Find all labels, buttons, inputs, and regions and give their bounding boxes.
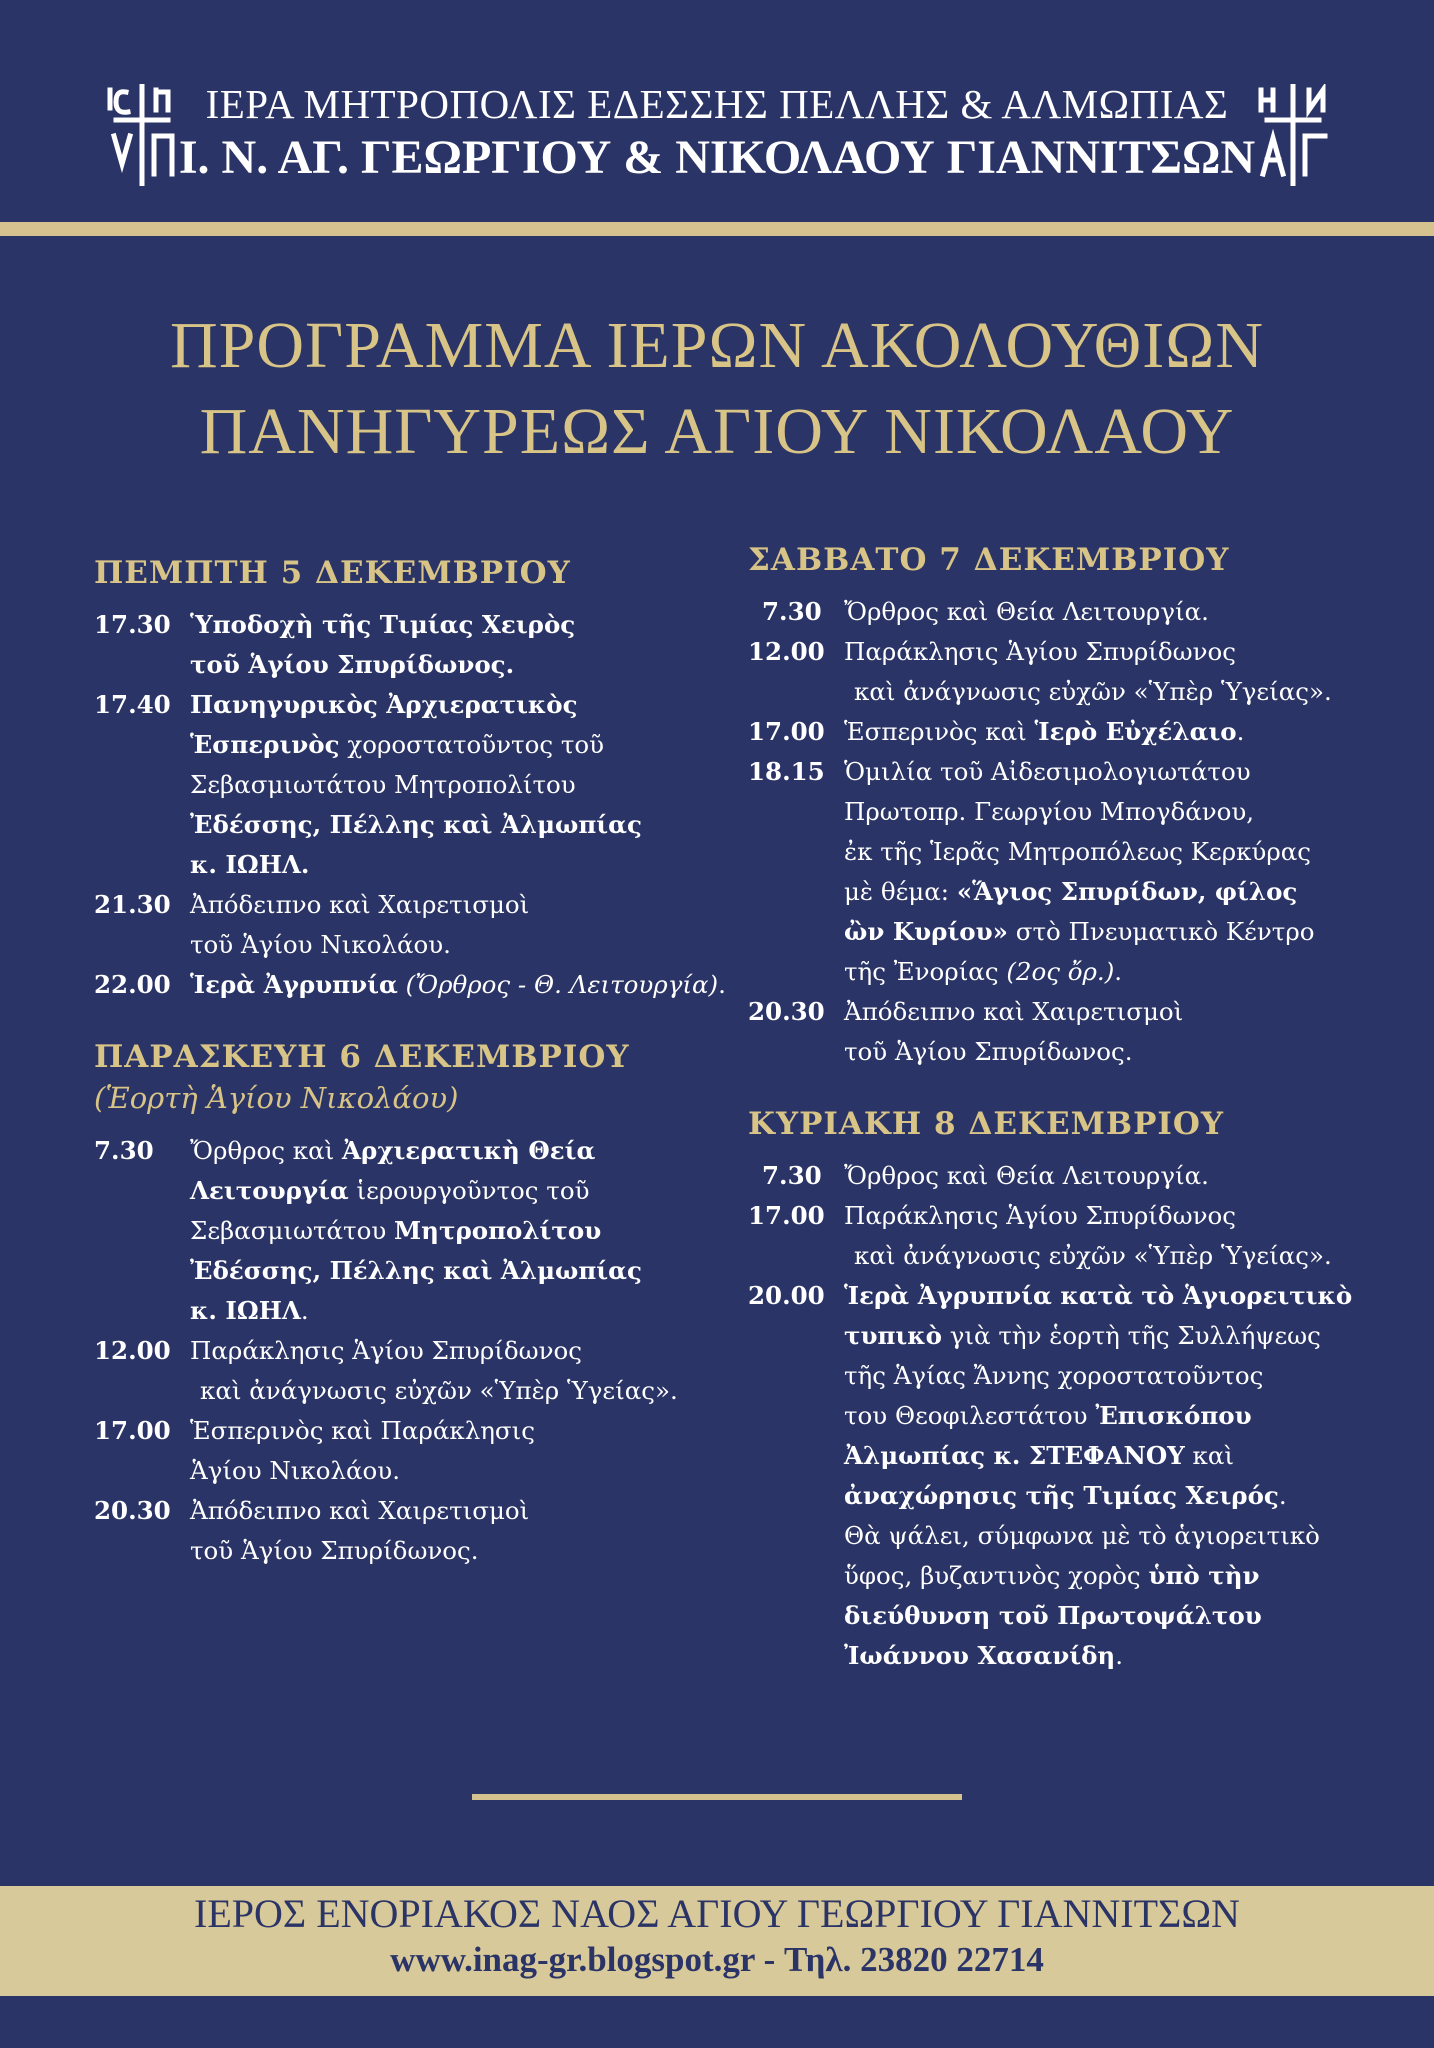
entry-text: Λειτουργία bbox=[190, 1176, 349, 1205]
schedule-entry bbox=[94, 1331, 734, 1411]
entry-text: Σεβασμιωτάτου bbox=[190, 1216, 395, 1245]
schedule-entry bbox=[748, 592, 1388, 632]
entry-time: 17.00 bbox=[748, 717, 825, 746]
entry-text: ἱερουργοῦντος τοῦ bbox=[348, 1176, 590, 1205]
entry-text: Ὄρθρος καὶ Θεία Λειτουργία. bbox=[844, 1161, 1209, 1190]
entry-text: (Ὄρθρος - Θ. Λειτουργία) bbox=[397, 970, 719, 999]
entry-text: Ἐπισκόπου bbox=[1095, 1401, 1252, 1430]
schedule-entry bbox=[94, 1131, 734, 1331]
section-divider bbox=[472, 1794, 962, 1800]
entry-time: 12.00 bbox=[748, 637, 825, 666]
entry-text: . bbox=[1278, 1481, 1287, 1510]
entry-text: Ἀπόδειπνο καὶ Χαιρετισμοὶ bbox=[190, 890, 530, 919]
entry-text: καὶ bbox=[1184, 1441, 1235, 1470]
entry-text: διεύθυνση τοῦ Πρωτοψάλτου bbox=[844, 1601, 1262, 1630]
metropolis-name: ΙΕΡΑ ΜΗΤΡΟΠΟΛΙΣ ΕΔΕΣΣΗΣ ΠΕΛΛΗΣ & ΑΛΜΩΠΙΑΣ bbox=[205, 81, 1229, 127]
schedule-entry bbox=[748, 1196, 1388, 1276]
entry-text: Ἰωάννου Χασανίδη bbox=[844, 1641, 1116, 1670]
entry-text: Ἀπόδειπνο καὶ Χαιρετισμοὶ bbox=[844, 997, 1184, 1026]
entry-text: γιὰ τὴν ἑορτὴ τῆς Συλλήψεως bbox=[941, 1321, 1321, 1350]
entry-text: τοῦ Ἁγίου Σπυρίδωνος. bbox=[844, 1037, 1133, 1066]
entry-time: 18.15 bbox=[748, 757, 825, 786]
schedule-entry bbox=[748, 1276, 1388, 1676]
entry-text: ὢν Κυρίου» bbox=[844, 917, 1008, 946]
parish-name: Ι. Ν. ΑΓ. ΓΕΩΡΓΙΟΥ & ΝΙΚΟΛΑΟΥ ΓΙΑΝΝΙΤΣΩΝ bbox=[178, 131, 1256, 184]
entry-time: 17.00 bbox=[748, 1201, 825, 1230]
entry-text: καὶ ἀνάγνωσις εὐχῶν «Ὑπὲρ Ὑγείας». bbox=[854, 677, 1332, 706]
schedule-left-column bbox=[94, 555, 734, 1571]
schedule-right-column bbox=[748, 542, 1388, 1676]
entry-text: Παράκλησις Ἁγίου Σπυρίδωνος bbox=[844, 1201, 1237, 1230]
entry-time: 7.30 bbox=[762, 597, 822, 626]
entry-text: ἀναχώρησις τῆς Τιμίας Χειρός bbox=[844, 1481, 1279, 1510]
schedule-entry bbox=[94, 685, 734, 885]
footer-contact: www.inag-gr.blogspot.gr - Τηλ. 23820 22714 bbox=[390, 1940, 1044, 1979]
entry-text: «Ἅγιος Σπυρίδων, φίλος bbox=[956, 877, 1298, 906]
entry-text: Ὄρθρος καὶ Θεία Λειτουργία. bbox=[844, 597, 1209, 626]
entry-text: κ. ΙΩΗΛ. bbox=[190, 850, 310, 879]
entry-text: Ἑσπερινὸς καὶ bbox=[844, 717, 1035, 746]
entry-text: Ἀλμωπίας κ. ΣΤΕΦΑΝΟΥ bbox=[844, 1441, 1185, 1470]
entry-text: Ἀρχιερατικὴ Θεία bbox=[342, 1136, 596, 1165]
entry-text: Πανηγυρικὸς Ἀρχιερατικὸς bbox=[190, 690, 578, 719]
entry-text: . bbox=[1114, 957, 1123, 986]
entry-text: τυπικὸ bbox=[844, 1321, 942, 1350]
day-heading-saturday: ΣΑΒΒΑΤΟ 7 ΔΕΚΕΜΒΡΙΟΥ bbox=[748, 542, 1230, 578]
entry-time: 7.30 bbox=[94, 1136, 154, 1165]
feast-note: (Ἑορτὴ Ἁγίου Νικολάου) bbox=[94, 1081, 459, 1115]
footer-church-name: ΙΕΡΟΣ ΕΝΟΡΙΑΚΟΣ ΝΑΟΣ ΑΓΙΟΥ ΓΕΩΡΓΙΟΥ ΓΙΑΝΝΙΤΣΩΝ bbox=[194, 1891, 1240, 1936]
entry-text: τῆς Ἐνορίας bbox=[844, 957, 1007, 986]
schedule-entry bbox=[94, 605, 734, 685]
entry-time: 22.00 bbox=[94, 970, 171, 999]
entry-text: Ἀπόδειπνο καὶ Χαιρετισμοὶ bbox=[190, 1496, 530, 1525]
entry-text: (2ος ὄρ.) bbox=[1006, 957, 1115, 986]
entry-time: 17.40 bbox=[94, 690, 171, 719]
schedule-entry bbox=[748, 712, 1388, 752]
entry-text: . bbox=[300, 1296, 309, 1325]
entry-time: 17.30 bbox=[94, 610, 171, 639]
entry-text: τοῦ Ἁγίου Σπυρίδωνος. bbox=[190, 1536, 479, 1565]
entry-text: ἐκ τῆς Ἱερᾶς Μητροπόλεως Κερκύρας bbox=[844, 837, 1311, 866]
schedule-entry bbox=[748, 1156, 1388, 1196]
entry-text: του Θεοφιλεστάτου bbox=[844, 1401, 1096, 1430]
schedule-entry bbox=[94, 965, 734, 1005]
entry-text: Ἱερὰ Ἀγρυπνία κατὰ τὸ Ἁγιορειτικὸ bbox=[844, 1281, 1353, 1310]
entry-text: χοροστατοῦντος τοῦ bbox=[339, 730, 605, 759]
entry-text: Ἱερὰ Ἀγρυπνία bbox=[190, 970, 398, 999]
schedule-entry bbox=[748, 752, 1388, 992]
entry-text: Πρωτοπρ. Γεωργίου Μπογδάνου, bbox=[844, 797, 1255, 826]
entry-text: ὑπὸ τὴν bbox=[1148, 1561, 1260, 1590]
entry-text: μὲ θέμα: bbox=[844, 877, 957, 906]
entry-time: 17.00 bbox=[94, 1416, 171, 1445]
entry-text: κ. ΙΩΗΛ bbox=[190, 1296, 301, 1325]
entry-text: Ἐδέσσης, Πέλλης καὶ Ἀλμωπίας bbox=[190, 1256, 642, 1285]
entry-text: . bbox=[1115, 1641, 1124, 1670]
entry-time: 21.30 bbox=[94, 890, 171, 919]
header-divider bbox=[0, 222, 1434, 236]
schedule-entry bbox=[94, 1491, 734, 1571]
entry-time: 12.00 bbox=[94, 1336, 171, 1365]
entry-text: Ὄρθρος καὶ bbox=[190, 1136, 343, 1165]
entry-text: καὶ ἀνάγνωσις εὐχῶν «Ὑπὲρ Ὑγείας». bbox=[854, 1241, 1332, 1270]
entry-text: τοῦ Ἁγίου Νικολάου. bbox=[190, 930, 451, 959]
entry-text: Θὰ ψάλει, σύμφωνα μὲ τὸ ἁγιορειτικὸ bbox=[844, 1521, 1320, 1550]
entry-text: τῆς Ἁγίας Ἄννης χοροστατοῦντος bbox=[844, 1361, 1264, 1390]
entry-text: Παράκλησις Ἁγίου Σπυρίδωνος bbox=[190, 1336, 583, 1365]
entry-time: 20.30 bbox=[94, 1496, 171, 1525]
entry-text: Μητροπολίτου bbox=[394, 1216, 602, 1245]
day-heading-thursday: ΠΕΜΠΤΗ 5 ΔΕΚΕΜΒΡΙΟΥ bbox=[94, 555, 571, 591]
schedule-entry bbox=[94, 885, 734, 965]
entry-text: τοῦ Ἁγίου Σπυρίδωνος. bbox=[190, 650, 515, 679]
entry-text: Ἱερὸ Εὐχέλαιο bbox=[1034, 717, 1237, 746]
day-heading-sunday: ΚΥΡΙΑΚΗ 8 ΔΕΚΕΜΒΡΙΟΥ bbox=[748, 1106, 1225, 1142]
entry-text: ὕφος, βυζαντινὸς χορὸς bbox=[844, 1561, 1149, 1590]
entry-text: Παράκλησις Ἁγίου Σπυρίδωνος bbox=[844, 637, 1237, 666]
entry-text: Σεβασμιωτάτου Μητροπολίτου bbox=[190, 770, 576, 799]
entry-text: Ἐδέσσης, Πέλλης καὶ Ἀλμωπίας bbox=[190, 810, 642, 839]
entry-text: καὶ ἀνάγνωσις εὐχῶν «Ὑπὲρ Ὑγείας». bbox=[200, 1376, 678, 1405]
schedule-entry bbox=[748, 992, 1388, 1072]
entry-text: Ἑσπερινὸς bbox=[190, 730, 340, 759]
entry-time: 20.00 bbox=[748, 1281, 825, 1310]
schedule-entry bbox=[748, 632, 1388, 712]
page-title-line2: ΠΑΝΗΓΥΡΕΩΣ ΑΓΙΟΥ ΝΙΚΟΛΑΟΥ bbox=[199, 395, 1235, 468]
entry-text: στὸ Πνευματικὸ Κέντρο bbox=[1007, 917, 1315, 946]
entry-text: Ὁμιλία τοῦ Αἰδεσιμολογιωτάτου bbox=[844, 757, 1251, 786]
entry-time: 7.30 bbox=[762, 1161, 822, 1190]
day-heading-friday: ΠΑΡΑΣΚΕΥΗ 6 ΔΕΚΕΜΒΡΙΟΥ bbox=[94, 1039, 630, 1075]
entry-text: . bbox=[1236, 717, 1245, 746]
schedule-entry bbox=[94, 1411, 734, 1491]
entry-text: . bbox=[718, 970, 726, 999]
entry-text: Ἑσπερινὸς καὶ Παράκλησις bbox=[190, 1416, 535, 1445]
entry-time: 20.30 bbox=[748, 997, 825, 1026]
entry-text: Ἁγίου Νικολάου. bbox=[190, 1456, 400, 1485]
page-title-line1: ΠΡΟΓΡΑΜΜΑ ΙΕΡΩΝ ΑΚΟΛΟΥΘΙΩΝ bbox=[170, 309, 1264, 382]
entry-text: Ὑποδοχὴ τῆς Τιμίας Χειρὸς bbox=[190, 610, 576, 639]
